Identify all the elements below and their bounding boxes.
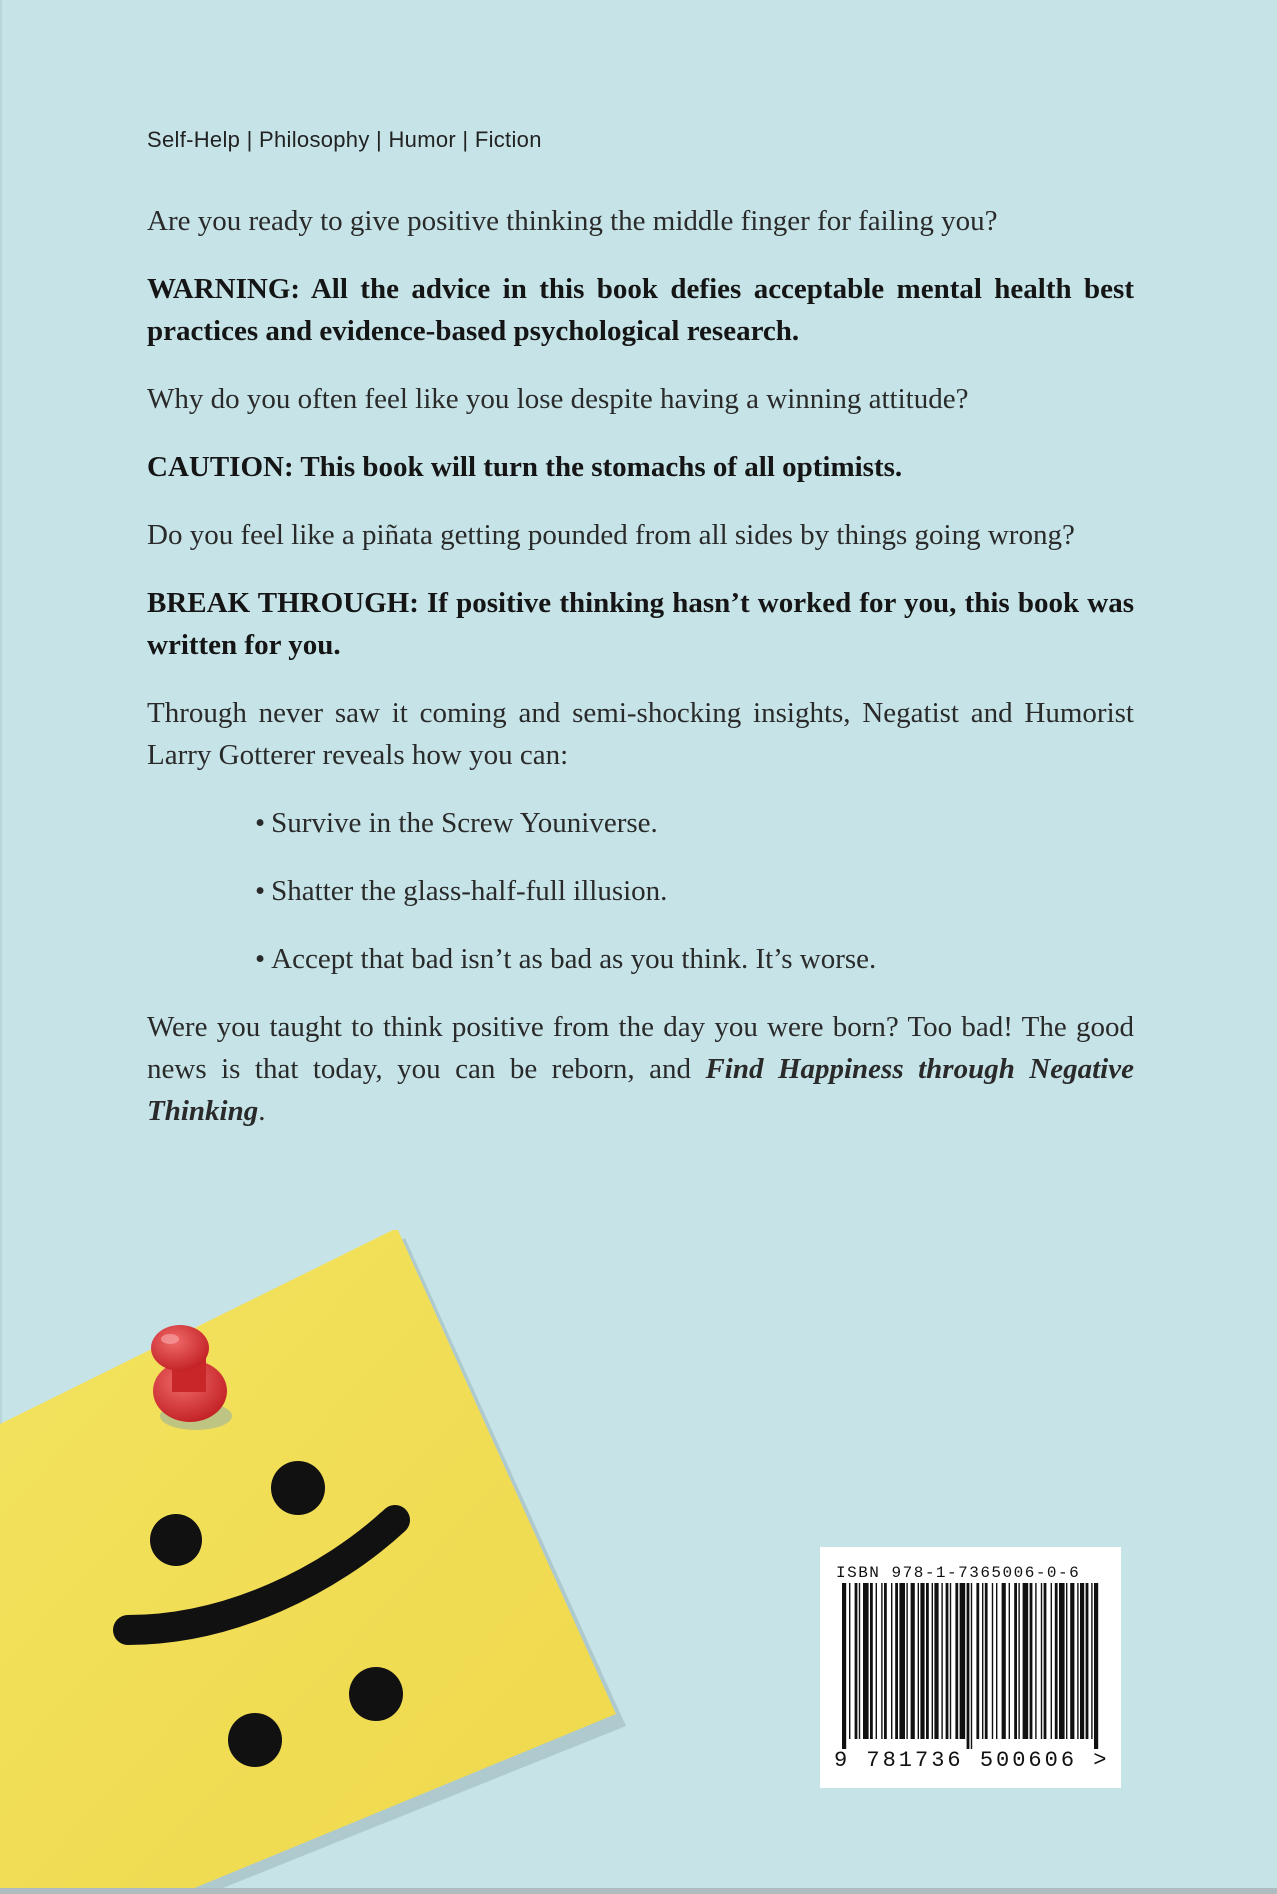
barcode-bar xyxy=(932,1583,933,1739)
book-title-emphasis: Find Happiness through Negative Thinking xyxy=(147,1053,1134,1127)
barcode-bar xyxy=(960,1583,966,1739)
cover-bottom-edge xyxy=(0,1888,1277,1894)
barcode-bar xyxy=(1035,1583,1036,1739)
barcode-bar xyxy=(863,1583,869,1739)
barcode-bar xyxy=(1086,1583,1089,1739)
barcode-bar xyxy=(855,1583,858,1739)
genre-categories: Self-Help | Philosophy | Humor | Fiction xyxy=(147,127,542,152)
isbn-barcode xyxy=(820,1547,1121,1788)
list-item: • Accept that bad isn’t as bad as you think. It’s worse. xyxy=(255,938,1134,980)
barcode-bar xyxy=(992,1583,993,1739)
barcode-bars xyxy=(842,1583,1100,1749)
list-item: • Survive in the Screw Youniverse. xyxy=(255,802,1134,844)
barcode-bar xyxy=(881,1583,882,1739)
blurb-warning: WARNING: All the advice in this book defies acceptable mental health best practices and evidence-based psychological research. xyxy=(147,273,1134,347)
barcode-bar xyxy=(976,1583,979,1739)
barcode-bar xyxy=(911,1583,915,1739)
barcode-bar xyxy=(946,1583,949,1739)
barcode-bar xyxy=(1091,1583,1092,1739)
barcode-bar xyxy=(982,1583,983,1739)
barcode-bar xyxy=(1059,1583,1065,1739)
blurb-intro: Through never saw it coming and semi-shocking insights, Negatist and Humorist Larry Gotterer reveals how you can: xyxy=(147,697,1134,771)
barcode-bar xyxy=(849,1583,850,1739)
isbn-label: ISBN 978-1-7365006-0-6 xyxy=(836,1564,1081,1582)
barcode-bar xyxy=(891,1583,892,1739)
sticky-note-upside-down-smiley-icon xyxy=(0,1230,700,1894)
barcode-bar xyxy=(1094,1583,1098,1749)
sticky-note xyxy=(0,1230,616,1894)
barcode-bar xyxy=(884,1583,887,1739)
barcode-bar xyxy=(920,1583,924,1739)
blurb-question-2: Why do you often feel like you lose despite having a winning attitude? xyxy=(147,383,969,415)
closing-period: . xyxy=(258,1095,266,1127)
barcode-bar xyxy=(996,1583,997,1739)
smiley-eye xyxy=(150,1514,202,1566)
barcode-bar xyxy=(1066,1583,1067,1739)
barcode-bar xyxy=(955,1583,958,1739)
barcode-bar xyxy=(899,1583,905,1739)
barcode-bar xyxy=(1014,1583,1017,1739)
barcode-bar xyxy=(950,1583,951,1739)
blurb-breakthrough: BREAK THROUGH: If positive thinking hasn’t worked for you, this book was written for you. xyxy=(147,587,1134,661)
barcode-bar xyxy=(985,1583,988,1739)
smiley-eye xyxy=(271,1461,325,1515)
book-blurb xyxy=(147,200,1134,1132)
barcode-bar xyxy=(859,1583,860,1739)
barcode-bar xyxy=(1044,1583,1047,1739)
barcode-digits: 9 781736 500606 > xyxy=(834,1748,1110,1773)
smiley-dot xyxy=(349,1667,403,1721)
barcode-bar xyxy=(906,1583,907,1739)
barcode-bar xyxy=(1051,1583,1052,1739)
barcode-bar xyxy=(918,1583,919,1739)
barcode-bar xyxy=(1002,1583,1006,1739)
list-item: • Shatter the glass-half-full illusion. xyxy=(255,870,1134,912)
barcode-bar xyxy=(967,1583,970,1749)
blurb-question-1: Are you ready to give positive thinking the middle finger for failing you? xyxy=(147,205,998,237)
barcode-bar xyxy=(1080,1583,1084,1739)
barcode-bar xyxy=(926,1583,929,1739)
barcode-bar xyxy=(1009,1583,1010,1739)
barcode-bar xyxy=(1023,1583,1029,1739)
barcode-bar xyxy=(1041,1583,1042,1739)
barcode-bar xyxy=(934,1583,938,1739)
barcode-bar xyxy=(1070,1583,1074,1739)
benefit-list xyxy=(147,802,1134,980)
barcode-bar xyxy=(895,1583,898,1739)
smiley-dot xyxy=(228,1713,282,1767)
blurb-question-3: Do you feel like a piñata getting pounded from all sides by things going wrong? xyxy=(147,519,1075,551)
blurb-closing xyxy=(147,1006,1134,1132)
blurb-caution: CAUTION: This book will turn the stomachs of all optimists. xyxy=(147,451,903,483)
barcode-bar xyxy=(941,1583,942,1739)
barcode-bar xyxy=(842,1583,846,1749)
barcode-bar xyxy=(971,1583,972,1749)
barcode-bar xyxy=(1030,1583,1033,1739)
barcode-bar xyxy=(876,1583,877,1739)
barcode-bar xyxy=(870,1583,873,1739)
barcode-bar xyxy=(1055,1583,1058,1739)
barcode-bar xyxy=(1077,1583,1078,1739)
barcode-bar xyxy=(1018,1583,1019,1739)
closing-text: Were you taught to think positive from the day you were born? Too bad! The good news is that today, you can be reborn, and xyxy=(147,1011,1134,1085)
